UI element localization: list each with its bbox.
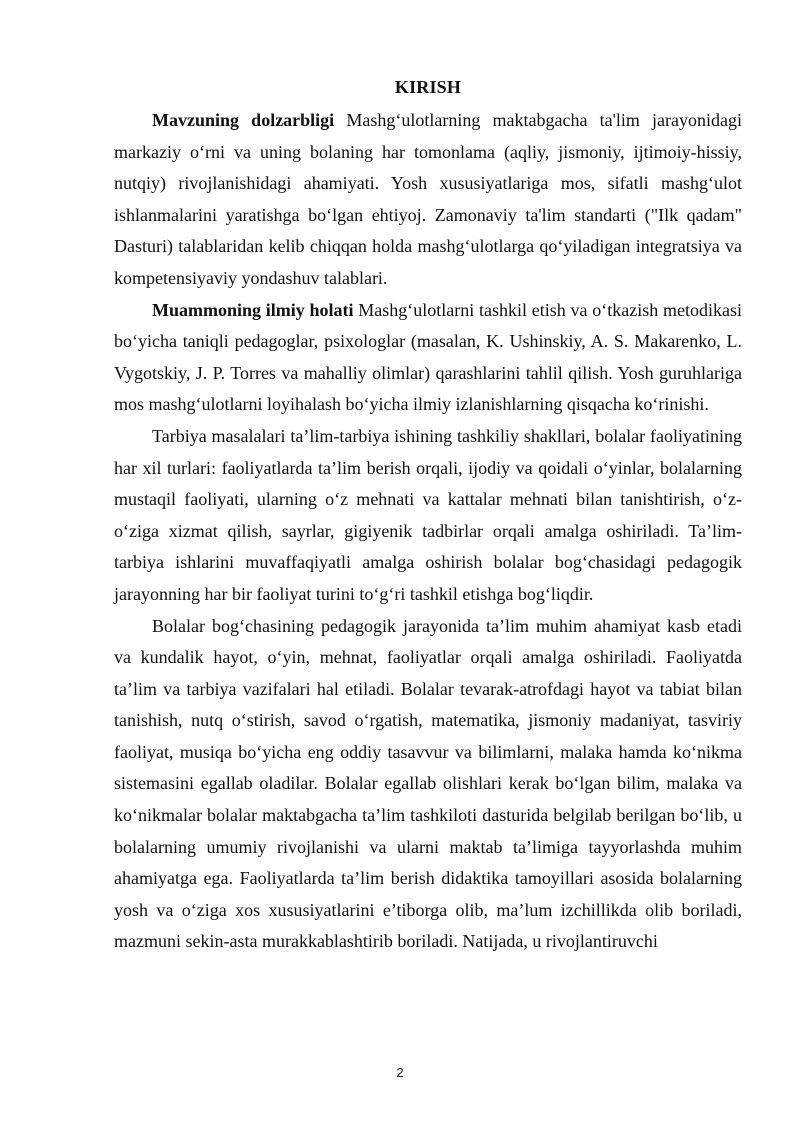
paragraph-text: Mashg‘ulotlarni tashkil etish va o‘tkazish metodikasi bo‘yicha taniqli pedagoglar, psixologlar (masalan, K. Ushinskiy, A. S. Makarenko, L. Vygotskiy, J. P. Torres va mahalliy olimlar) qarashlarini tahlil qilish. Yosh guruhlariga mos mashg‘ulotlarni loyihalash bo‘yicha ilmiy izlanishlarning qisqacha ko‘rinishi. [114,299,742,415]
paragraph-lead: Muammoning ilmiy holati [152,299,354,320]
paragraph-kindergarten-process [114,611,742,959]
paragraph-scientific-state [114,295,742,421]
paragraph-upbringing [114,421,742,611]
paragraph-lead: Mavzuning dolzarbligi [152,110,335,130]
page-number: 2 [396,1065,404,1080]
paragraph-relevance [114,105,742,295]
paragraph-text: Tarbiya masalalari ta’lim-tarbiya ishining tashkiliy shakllari, bolalar faoliyatining har xil turlari: faoliyatlarda ta’lim berish orqali, ijodiy va qoidali o‘yinlar, bolalarning mustaqil faoliyati, ularning o‘z mehnati va kattalar mehnati bilan tanishtirish, o‘z-o‘ziga xizmat qilish, sayrlar, gigiyenik tadbirlar orqali amalga oshiriladi. Ta’lim-tarbiya ishlarini muvaffaqiyatli amalga oshirish bolalar bog‘chasidagi pedagogik jarayonning har bir faoliyat turini to‘g‘ri tashkil etishga bog‘liqdir. [114,425,742,604]
paragraph-text: Bolalar bog‘chasining pedagogik jarayonida ta’lim muhim ahamiyat kasb etadi va kundalik hayot, o‘yin, mehnat, faoliyatlar orqali amalga oshiriladi. Faoliyatda ta’lim va tarbiya vazifalari hal etiladi. Bolalar tevarak-atrofdagi hayot va tabiat bilan tanishish, nutq o‘stirish, savod o‘rgatish, matematika, jismoniy madaniyat, tasviriy faoliyat, musiqa bo‘yicha eng oddiy tasavvur va bilimlarni, malaka hamda ko‘nikma sistemasini egallab oladilar. Bolalar egallab olishlari kerak bo‘lgan bilim, malaka va ko‘nikmalar bolalar maktabgacha ta’lim tashkiloti dasturida belgilab berilgan bo‘lib, u bolalarning umumiy rivojlanishi va ularni maktab ta’limiga tayyorlashda muhim ahamiyatga ega. Faoliyatlarda ta’lim berish didaktika tamoyillari asosida bolalarning yosh va o‘ziga xos xususiyatlarini e’tiborga olib, ma’lum izchillikda olib boriladi, mazmuni sekin-asta murakkablashtirib boriladi. Natijada, u rivojlantiruvchi [114,615,742,952]
page-body [114,73,742,958]
paragraph-text: Mashg‘ulotlarning maktabgacha ta'lim jarayonidagi markaziy o‘rni va uning bolaning har tomonlama (aqliy, jismoniy, ijtimoiy-hissiy, nutqiy) rivojlanishidagi ahamiyati. Yosh xususiyatlariga mos, sifatli mashg‘ulot ishlanmalarini yaratishga bo‘lgan ehtiyoj. Zamonaviy ta'lim standarti ("Ilk qadam" Dasturi) talablaridan kelib chiqqan holda mashg‘ulotlarga qo‘yiladigan integratsiya va kompetensiyaviy yondashuv talablari. [114,110,742,288]
page-title: KIRISH [394,77,462,97]
